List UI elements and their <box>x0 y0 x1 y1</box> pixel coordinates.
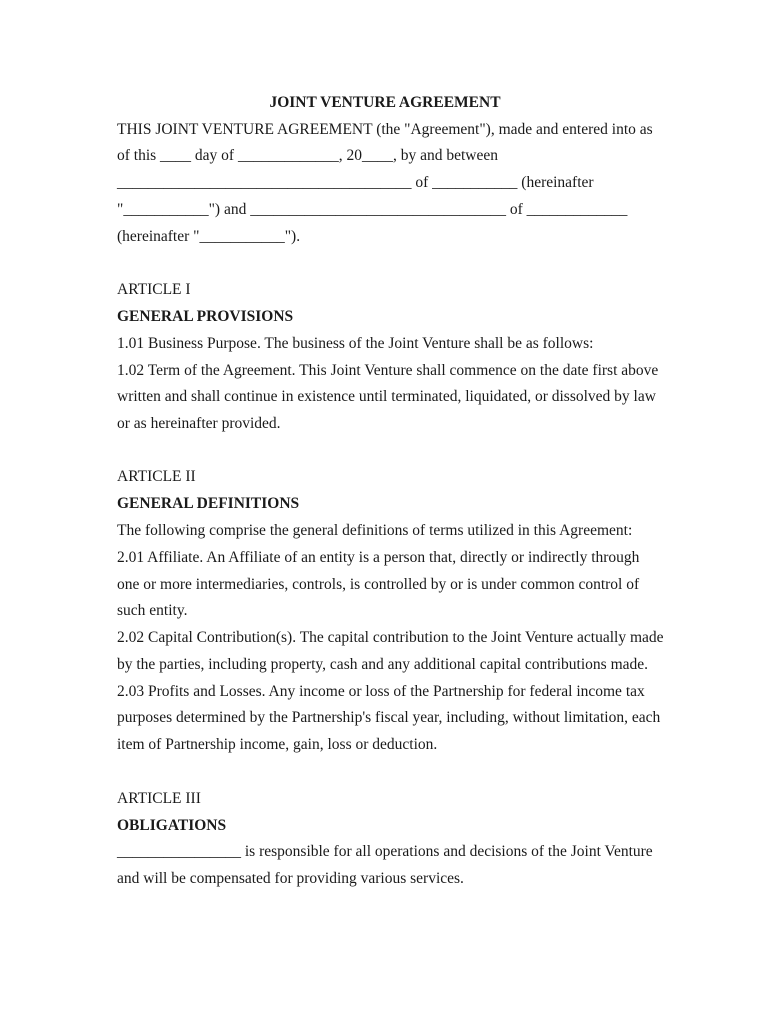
article-3-heading: ARTICLE III <box>117 790 201 807</box>
article-2-line: such entity. <box>117 602 188 619</box>
article-1-line: or as hereinafter provided. <box>117 415 281 432</box>
article-2-line: The following comprise the general definitions of terms utilized in this Agreement: <box>117 522 633 539</box>
document-title: JOINT VENTURE AGREEMENT <box>269 94 501 111</box>
article-2-line: by the parties, including property, cash and any additional capital contributions made. <box>117 656 649 673</box>
intro-line: of this ____ day of _____________, 20____, by and between <box>117 147 498 164</box>
article-2-line: one or more intermediaries, controls, is controlled by or is under common control of <box>117 576 640 593</box>
article-2-heading: ARTICLE II <box>117 468 196 485</box>
article-3-title: OBLIGATIONS <box>117 817 227 834</box>
article-3-line: and will be compensated for providing various services. <box>117 870 464 887</box>
article-1-title: GENERAL PROVISIONS <box>117 308 294 325</box>
article-1-line: 1.02 Term of the Agreement. This Joint Venture shall commence on the date first above <box>117 362 659 379</box>
article-1-heading: ARTICLE I <box>117 281 191 298</box>
article-2-line: 2.01 Affiliate. An Affiliate of an entity is a person that, directly or indirectly through <box>117 549 640 566</box>
article-2-line: 2.03 Profits and Losses. Any income or loss of the Partnership for federal income tax <box>117 683 645 700</box>
article-1-line: 1.01 Business Purpose. The business of the Joint Venture shall be as follows: <box>117 335 594 352</box>
intro-line: THIS JOINT VENTURE AGREEMENT (the "Agreement"), made and entered into as <box>117 121 653 138</box>
article-2-line: purposes determined by the Partnership's fiscal year, including, without limitation, each <box>117 709 661 726</box>
article-2-line: 2.02 Capital Contribution(s). The capital contribution to the Joint Venture actually made <box>117 629 664 646</box>
article-2-line: item of Partnership income, gain, loss or deduction. <box>117 736 438 753</box>
article-3-line: ________________ is responsible for all operations and decisions of the Joint Venture <box>117 843 653 860</box>
article-1-line: written and shall continue in existence until terminated, liquidated, or dissolved by law <box>117 388 656 405</box>
intro-line: ______________________________________ of ___________ (hereinafter <box>117 174 594 191</box>
article-2-title: GENERAL DEFINITIONS <box>117 495 300 512</box>
intro-line: "___________") and _________________________________ of _____________ <box>117 201 628 218</box>
intro-line: (hereinafter "___________"). <box>117 228 301 245</box>
